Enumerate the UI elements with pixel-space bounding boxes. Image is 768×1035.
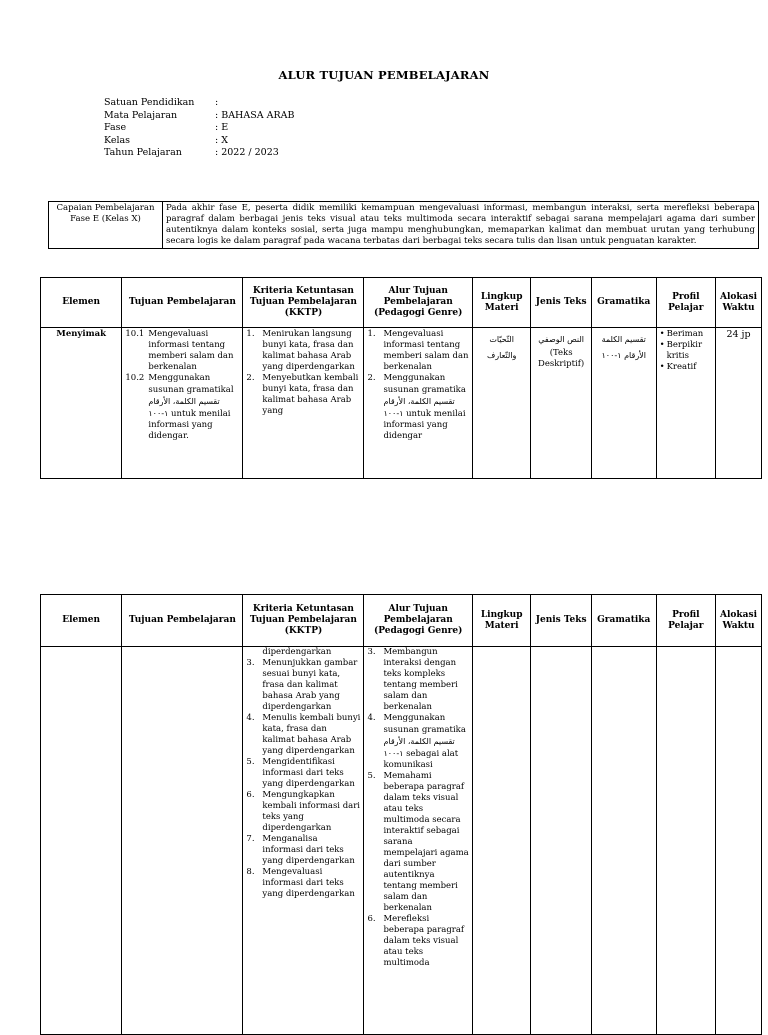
list-item — [246, 867, 360, 900]
list-item — [125, 373, 239, 442]
cell-lingkup — [472, 647, 530, 1035]
meta-row — [104, 147, 294, 160]
capaian-table — [48, 201, 759, 249]
profil-item — [660, 362, 712, 373]
list-text — [383, 329, 469, 373]
list-text — [383, 647, 469, 713]
list-text-main: Membangun interaksi dengan teks kompleks tentang memberi salam dan berkenalan — [383, 647, 458, 712]
header-elemen: Elemen — [41, 595, 122, 647]
list-item — [246, 757, 360, 790]
list-item — [125, 329, 239, 373]
list-text-main: Menulis kembali bunyi kata, frasa dan kalimat bahasa Arab yang diperdengarkan — [262, 713, 361, 756]
list-text-main: Menyebutkan kembali bunyi kata, frasa dan kalimat bahasa Arab yang — [262, 373, 359, 417]
meta-row — [104, 122, 294, 135]
profil-text: Kreatif — [666, 362, 697, 373]
header-lingkup: Lingkup Materi — [472, 595, 530, 647]
list-text — [262, 757, 360, 790]
header-jenis: Jenis Teks — [531, 278, 592, 328]
list-text — [383, 713, 469, 771]
profil-item — [660, 340, 712, 362]
header-alokasi: Alokasi Waktu — [716, 595, 762, 647]
meta-value: : BAHASA ARAB — [215, 109, 295, 121]
header-lingkup: Lingkup Materi — [472, 278, 530, 328]
list-number: 3. — [367, 647, 376, 657]
header-alur: Alur Tujuan Pembelajaran (Pedagogi Genre) — [364, 595, 473, 647]
capaian-label-line1: Capaian Pembelajaran — [56, 203, 155, 213]
capaian-label — [49, 202, 163, 249]
capaian-label-line2: Fase E (Kelas X) — [70, 214, 141, 224]
cell-tujuan — [122, 647, 243, 1035]
list-item — [367, 647, 469, 713]
header-profil: Profil Pelajar — [656, 278, 715, 328]
list-text — [262, 658, 360, 713]
capaian-text: Pada akhir fase E, peserta didik memiliki kemampuan mengevaluasi informasi, membangun interaksi, serta merefleksi beberapa paragraf dalam berbagai jenis teks visual atau teks multimoda secara interaktif sebagai sarana mempelajari agama dari sumber autentiknya dalam konteks sosial, serta juga mampu menghubungkan, memaparkan kalimat dan membuat urutan yang terhubung secara logis ke dalam paragraf pada wacana terbatas dari berbagai teks secara tulis dan lisan untuk penguatan karakter. — [163, 202, 759, 249]
profil-text: Berpikir kritis — [666, 340, 703, 362]
atp-table-page2 — [40, 594, 762, 1035]
header-kktp: Kriteria Ketuntasan Tujuan Pembelajaran (KKTP) — [243, 278, 364, 328]
list-text-main: Menirukan langsung bunyi kata, frasa dan kalimat bahasa Arab yang diperdengarkan — [262, 329, 355, 373]
document-meta — [104, 97, 294, 160]
atp-table-page1 — [40, 277, 762, 479]
cell-jenis — [531, 647, 592, 1035]
cell-lingkup: التّحيّات والتّعارف — [472, 328, 530, 479]
list-text-main: Memahami beberapa paragraf dalam teks visual atau teks multimoda secara interaktif sebagai sarana mempelajari agama dari sumber autentiknya tentang memberi salam dan berkenalan — [383, 771, 469, 913]
list-item — [367, 771, 469, 914]
meta-value: : X — [215, 134, 228, 146]
cell-gramatika: تقسيم الكلمة الأرقام ١-١٠٠ — [591, 328, 656, 479]
arabic-text: تقسيم الكلمة، الأرقام ١-١٠٠ — [383, 397, 455, 419]
header-jenis: Jenis Teks — [531, 595, 592, 647]
list-number: 6. — [246, 790, 255, 800]
meta-label: Kelas — [104, 134, 131, 146]
list-text — [262, 329, 360, 373]
cell-elemen — [41, 647, 122, 1035]
list-text-tail: sebagai alat komunikasi — [383, 749, 459, 770]
list-text-main: Menggunakan susunan gramatika — [383, 713, 466, 735]
list-text-main: Menggunakan susunan gramatikal — [148, 373, 234, 396]
list-text-main: Menggunakan susunan gramatika — [383, 373, 466, 396]
kktp-continued: diperdengarkan — [262, 647, 332, 657]
arabic-text: تقسيم الكلمة، الأرقام ١-١٠٠ — [383, 737, 455, 758]
cell-alur — [364, 328, 473, 479]
cell-alokasi: 24 jp — [716, 328, 762, 479]
list-number: 2. — [367, 373, 376, 384]
cell-alur — [364, 647, 473, 1035]
meta-row — [104, 110, 294, 123]
header-tujuan: Tujuan Pembelajaran — [122, 278, 243, 328]
list-text-main: Mengevaluasi informasi tentang memberi salam dan berkenalan — [148, 329, 234, 373]
meta-label: Fase — [104, 122, 127, 133]
profil-text: Beriman — [666, 329, 704, 340]
meta-label: Tahun Pelajaran — [104, 147, 182, 158]
list-text — [148, 373, 239, 442]
list-text — [148, 329, 239, 373]
list-text-main: Mengevaluasi informasi tentang memberi salam dan berkenalan — [383, 329, 469, 373]
bullet-icon: • — [659, 340, 665, 351]
list-number: 3. — [246, 658, 255, 668]
list-item — [367, 914, 469, 969]
page-title: ALUR TUJUAN PEMBELAJARAN — [278, 68, 490, 82]
cell-jenis — [531, 328, 592, 479]
meta-label: Mata Pelajaran — [104, 109, 178, 121]
list-text-main: Menunjukkan gambar sesuai bunyi kata, frasa dan kalimat bahasa Arab yang diperdengarkan — [262, 658, 358, 712]
list-item — [246, 658, 360, 713]
list-text-main: Mengevaluasi informasi dari teks yang diperdengarkan — [262, 867, 355, 899]
list-number: 1. — [246, 329, 255, 340]
list-text — [262, 867, 360, 900]
meta-value: : 2022 / 2023 — [215, 147, 279, 158]
list-item — [246, 834, 360, 867]
list-item — [246, 373, 360, 417]
cell-profil — [656, 328, 715, 479]
list-number: 6. — [367, 914, 376, 924]
cell-kktp — [243, 647, 364, 1035]
arabic-text: تقسيم الكلمة، الأرقام ١-١٠٠ — [148, 397, 220, 419]
list-text — [262, 790, 360, 834]
list-text-main: Menganalisa informasi dari teks yang diperdengarkan — [262, 834, 355, 866]
list-text — [262, 373, 360, 417]
header-profil: Profil Pelajar — [656, 595, 715, 647]
jenis-latin: (Teks Deskriptif) — [538, 348, 585, 370]
list-item — [367, 713, 469, 771]
list-number: 5. — [367, 771, 376, 781]
list-number: 10.2 — [125, 373, 145, 384]
meta-value: : E — [215, 122, 229, 133]
list-item — [367, 329, 469, 373]
list-item — [367, 373, 469, 442]
meta-label: Satuan Pendidikan — [104, 97, 195, 108]
list-number: 1. — [367, 329, 376, 340]
list-text-tail: untuk menilai informasi yang didengar — [383, 409, 466, 442]
list-text — [383, 914, 469, 969]
header-kktp: Kriteria Ketuntasan Tujuan Pembelajaran (KKTP) — [243, 595, 364, 647]
list-number: 7. — [246, 834, 255, 844]
list-text — [262, 834, 360, 867]
cell-alokasi — [716, 647, 762, 1035]
meta-row — [104, 135, 294, 148]
list-number: 5. — [246, 757, 255, 767]
list-text-main: Mengungkapkan kembali informasi dari teks yang diperdengarkan — [262, 790, 361, 833]
list-item — [246, 790, 360, 834]
list-text-tail: untuk menilai informasi yang didengar. — [148, 409, 231, 442]
list-number: 8. — [246, 867, 255, 877]
meta-value: : — [215, 97, 219, 108]
list-number: 10.1 — [125, 329, 145, 340]
list-number: 4. — [246, 713, 255, 723]
cell-profil — [656, 647, 715, 1035]
cell-kktp — [243, 328, 364, 479]
header-alokasi: Alokasi Waktu — [716, 278, 762, 328]
list-number: 2. — [246, 373, 255, 384]
cell-elemen: Menyimak — [41, 328, 122, 479]
bullet-icon: • — [659, 362, 665, 373]
header-gramatika: Gramatika — [591, 595, 656, 647]
bullet-icon: • — [659, 329, 665, 340]
header-alur: Alur Tujuan Pembelajaran (Pedagogi Genre) — [364, 278, 473, 328]
jenis-arabic: النص الوصفي — [538, 335, 584, 345]
header-elemen: Elemen — [41, 278, 122, 328]
profil-item — [660, 329, 712, 340]
list-item — [246, 713, 360, 757]
cell-gramatika — [591, 647, 656, 1035]
list-text — [383, 373, 469, 442]
list-number: 4. — [367, 713, 376, 723]
header-gramatika: Gramatika — [591, 278, 656, 328]
list-text-main: Merefleksi beberapa paragraf dalam teks visual atau teks multimoda — [383, 914, 465, 968]
cell-tujuan — [122, 328, 243, 479]
header-tujuan: Tujuan Pembelajaran — [122, 595, 243, 647]
list-text — [262, 713, 360, 757]
list-text-main: Mengidentifikasi informasi dari teks yang diperdengarkan — [262, 757, 355, 789]
meta-row — [104, 97, 294, 110]
list-item — [246, 329, 360, 373]
list-text — [383, 771, 469, 914]
